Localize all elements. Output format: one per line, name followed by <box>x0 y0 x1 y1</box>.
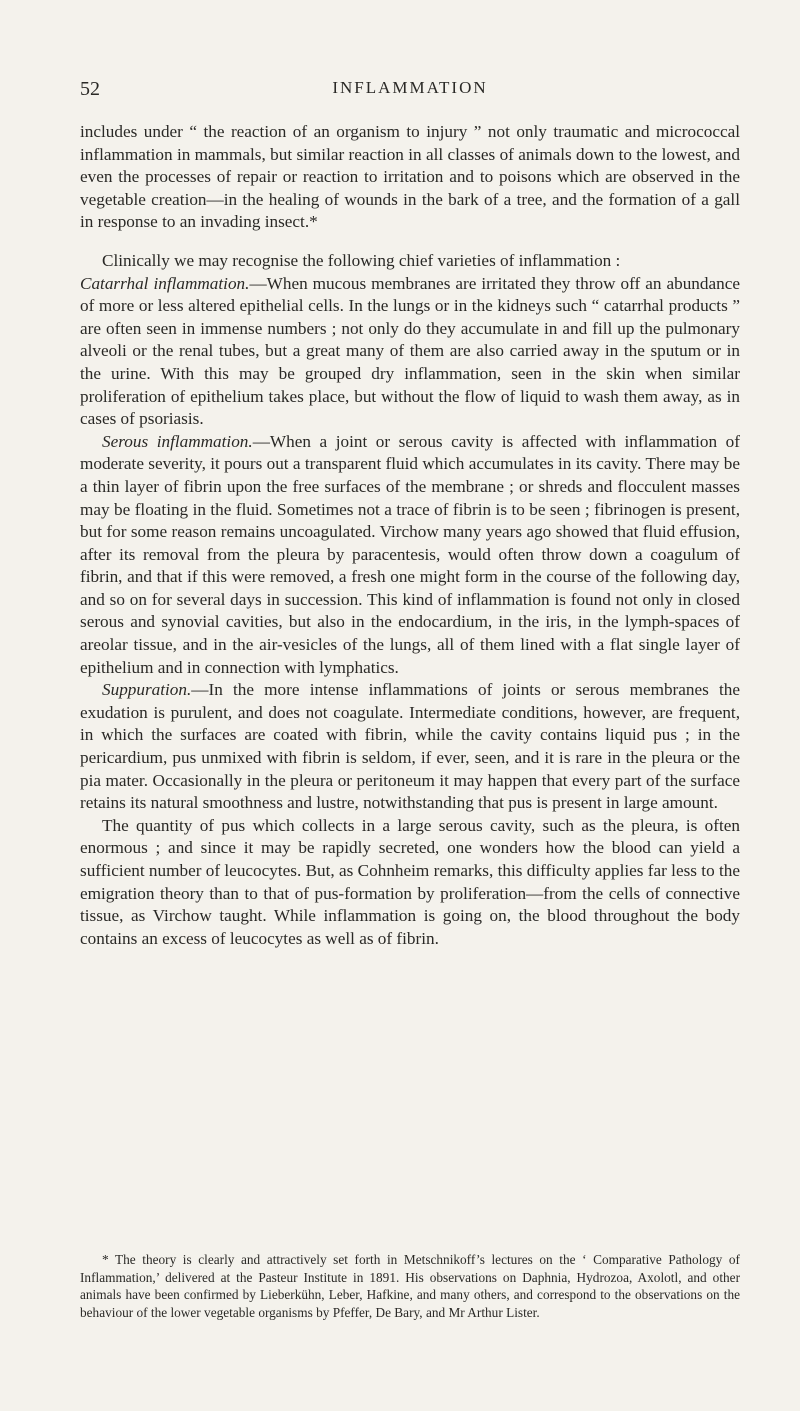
section-term: Serous inflammation. <box>102 431 253 451</box>
paragraph-intro <box>80 121 740 234</box>
footnote <box>80 1251 740 1321</box>
section-term: Catarrhal inflammation. <box>80 273 250 293</box>
page-header <box>80 78 740 106</box>
footnote-text: * The theory is clearly and attractively set forth in Metschnikoff’s lectures on the ‘ Comparative Pathology of Inflammation,’ delivered at the Pasteur Institute in 1891. His observations on Daphnia, Hydrozoa, Axolotl, and other animals have been confirmed by Lieberkühn, Leber, Hafkine, and many others, and correspond to the observations on the behaviour of the lower vegetable organisms by Pfeffer, De Bary, and Mr Arthur Lister. <box>80 1252 740 1320</box>
page-number: 52 <box>80 78 100 100</box>
paragraph-text: includes under “ the reaction of an organism to injury ” not only traumatic and micrococcal inflammation in mammals, but similar reaction in all classes of animals down to the lowest, and even the processes of repair or reaction to irritation and to poisons which are observed in the vegetable creation—in the healing of wounds in the bark of a tree, and the formation of a gall in response to an invading insect.* <box>80 122 740 232</box>
paragraph-pus-quantity <box>80 815 740 951</box>
paragraph-text: Clinically we may recognise the following chief varieties of inflammation : <box>102 250 621 270</box>
running-head: INFLAMMATION <box>332 78 488 97</box>
paragraph-text: The quantity of pus which collects in a large serous cavity, such as the pleura, is often enormous ; and since it may be rapidly secreted, one wonders how the blood can yield a sufficient number of leucocytes. But, as Cohnheim remarks, this difficulty applies far less to the emigration theory than to that of pus-formation by proliferation—from the cells of connective tissue, as Virchow taught. While inflammation is going on, the blood throughout the body contains an excess of leucocytes as well as of fibrin. <box>80 815 740 948</box>
paragraph-serous <box>80 431 740 680</box>
body-text <box>80 121 740 950</box>
paragraph-text: —In the more intense inflammations of joints or serous membranes the exudation is purulent, and does not coagulate. Intermediate conditions, however, are frequent, in which the surfaces are coated with fibrin, while the cavity contains liquid pus ; in the pericardium, pus unmixed with fibrin is seldom, if ever, seen, and it is rare in the pleura or the pia mater. Occasionally in the pleura or peritoneum it may happen that every part of the surface retains its natural smoothness and lustre, notwithstanding that pus is present in large amount. <box>80 680 740 813</box>
paragraph-catarrhal <box>80 273 740 431</box>
paragraph-text: —When a joint or serous cavity is affected with inflammation of moderate severity, it pours out a transparent fluid which accumulates in its cavity. There may be a thin layer of fibrin upon the free surfaces of the membrane ; or shreds and flocculent masses may be floating in the fluid. Sometimes not a trace of fibrin is to be seen ; fibrinogen is present, but for some reason remains uncoagulated. Virchow many years ago showed that fluid effusion, after its removal from the pleura by paracentesis, would often throw down a coagulum of fibrin, and that if this were removed, a fresh one might form in the course of the following day, and so on for several days in succession. This kind of inflammation is found not only in closed serous and synovial cavities, but also in the endocardium, in the iris, in the lymph-spaces of areolar tissue, and in the air-vesicles of the lungs, all of them lined with a flat single layer of epithelium and in connection with lymphatics. <box>80 431 740 677</box>
paragraph-varieties <box>80 250 740 273</box>
paragraph-text: —When mucous membranes are irritated they throw off an abundance of more or less altered epithelial cells. In the lungs or in the kidneys such “ catarrhal products ” are often seen in immense numbers ; not only do they accumulate in and fill up the pulmonary alveoli or the renal tubes, but a great many of them are also carried away in the sputum or in the urine. With this may be grouped dry inflammation, seen in the skin when similar proliferation of epithelium takes place, but without the flow of liquid to wash them away, as in cases of psoriasis. <box>80 273 740 429</box>
section-term: Suppuration. <box>102 680 192 700</box>
paragraph-suppuration <box>80 679 740 815</box>
